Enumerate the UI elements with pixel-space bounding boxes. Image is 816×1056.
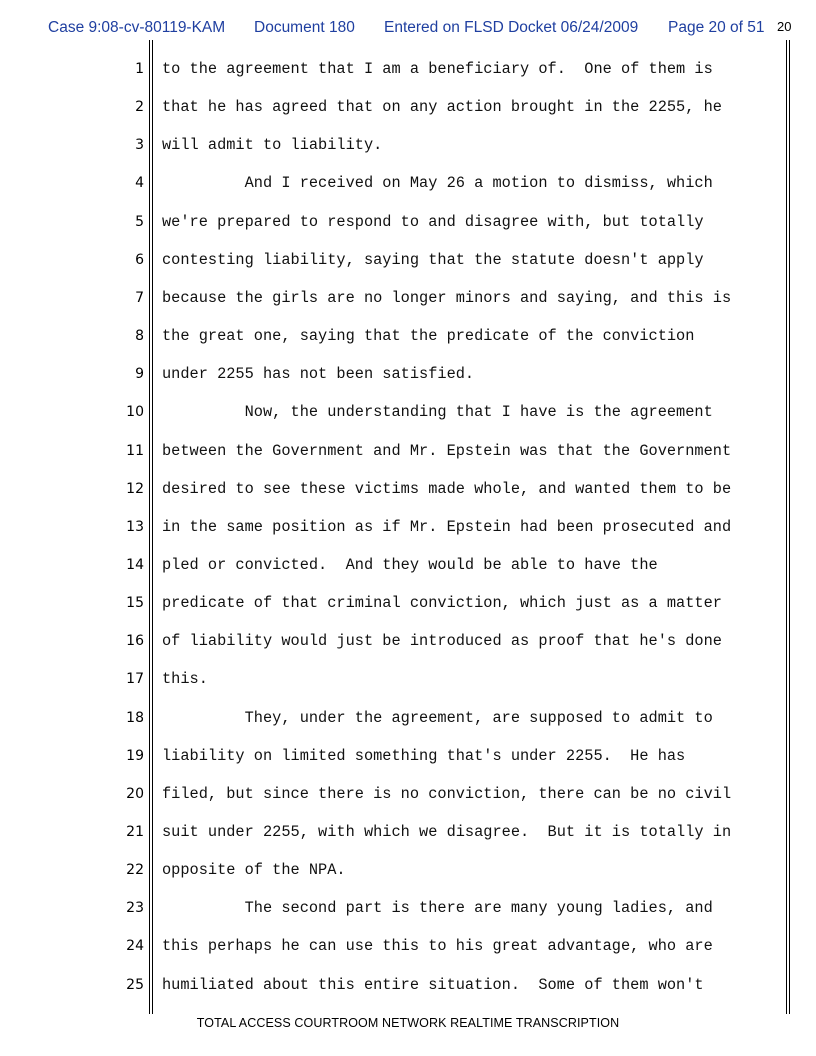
- line-number: 25: [126, 976, 144, 993]
- line-number: 22: [126, 862, 144, 879]
- line-text: under 2255 has not been satisfied.: [162, 365, 475, 384]
- line-text: And I received on May 26 a motion to dismiss, which: [162, 174, 713, 193]
- line-number: 23: [126, 900, 144, 917]
- transcript-line: [0, 508, 816, 546]
- page-count: Page 20 of 51: [668, 19, 765, 36]
- transcript-line: [0, 546, 816, 584]
- transcript-line: [0, 775, 816, 813]
- line-text: we're prepared to respond to and disagree with, but totally: [162, 212, 704, 231]
- transcript-line: [0, 584, 816, 622]
- line-number: 15: [126, 595, 144, 612]
- transcript-page-number: 20: [777, 19, 792, 34]
- line-text: filed, but since there is no conviction, there can be no civil: [162, 784, 732, 803]
- transcript-line: [0, 317, 816, 355]
- line-number: 8: [135, 328, 144, 345]
- line-text: opposite of the NPA.: [162, 861, 346, 880]
- line-text: in the same position as if Mr. Epstein had been prosecuted and: [162, 517, 732, 536]
- line-text: the great one, saying that the predicate of the conviction: [162, 327, 695, 346]
- transcript-line: [0, 966, 816, 1004]
- transcript-line: [0, 164, 816, 202]
- line-number: 7: [135, 289, 144, 306]
- line-text: because the girls are no longer minors and saying, and this is: [162, 288, 732, 307]
- line-text: pled or convicted. And they would be able to have the: [162, 555, 658, 574]
- transcript-line: [0, 622, 816, 660]
- line-number: 1: [135, 61, 144, 77]
- line-number: 2: [135, 99, 144, 116]
- line-number: 3: [135, 137, 144, 154]
- transcript-line: [0, 699, 816, 737]
- transcript-line: [0, 355, 816, 393]
- line-number: 12: [126, 480, 144, 497]
- transcript-line: [0, 737, 816, 775]
- document-number: Document 180: [254, 19, 355, 36]
- transcript-line: [0, 88, 816, 126]
- line-number: 17: [126, 671, 144, 688]
- transcript-line: [0, 279, 816, 317]
- line-number: 19: [126, 747, 144, 764]
- line-number: 10: [126, 404, 144, 421]
- line-text: this.: [162, 670, 208, 689]
- line-number: 13: [126, 518, 144, 535]
- line-number: 24: [126, 938, 144, 955]
- line-text: liability on limited something that's under 2255. He has: [162, 746, 686, 765]
- transcript-line: [0, 241, 816, 279]
- transcript-line: [0, 50, 816, 88]
- line-number: 9: [135, 366, 144, 383]
- transcript-line: [0, 470, 816, 508]
- transcript-line: [0, 927, 816, 965]
- line-text: The second part is there are many young ladies, and: [162, 899, 713, 918]
- line-text: this perhaps he can use this to his great advantage, who are: [162, 937, 713, 956]
- line-number: 6: [135, 251, 144, 268]
- transcript-line: [0, 660, 816, 698]
- docket-entry-date: Entered on FLSD Docket 06/24/2009: [384, 19, 639, 36]
- line-number: 14: [126, 556, 144, 573]
- transcript-line: [0, 851, 816, 889]
- transcript-line: [0, 393, 816, 431]
- line-text: will admit to liability.: [162, 136, 383, 155]
- transcript-line: [0, 203, 816, 241]
- line-text: humiliated about this entire situation. Some of them won't: [162, 975, 704, 994]
- line-text: desired to see these victims made whole, and wanted them to be: [162, 479, 732, 498]
- page-footer: TOTAL ACCESS COURTROOM NETWORK REALTIME TRANSCRIPTION: [196, 1016, 620, 1030]
- transcript-line: [0, 432, 816, 470]
- line-text: between the Government and Mr. Epstein was that the Government: [162, 441, 732, 460]
- line-text: suit under 2255, with which we disagree. But it is totally in: [162, 823, 732, 841]
- line-text: contesting liability, saying that the statute doesn't apply: [162, 250, 704, 269]
- line-text: of liability would just be introduced as proof that he's done: [162, 632, 722, 651]
- line-text: predicate of that criminal conviction, which just as a matter: [162, 594, 722, 613]
- line-text: to the agreement that I am a beneficiary of. One of them is: [162, 60, 713, 78]
- line-text: Now, the understanding that I have is the agreement: [162, 403, 713, 422]
- line-number: 4: [135, 175, 144, 192]
- transcript-line: [0, 813, 816, 851]
- docket-header: [48, 15, 792, 39]
- line-text: They, under the agreement, are supposed to admit to: [162, 708, 713, 727]
- line-number: 11: [126, 442, 144, 459]
- line-number: 18: [126, 709, 144, 726]
- transcript-line: [0, 126, 816, 164]
- transcript-line: [0, 889, 816, 927]
- line-number: 21: [126, 824, 144, 840]
- line-number: 16: [126, 633, 144, 650]
- line-text: that he has agreed that on any action brought in the 2255, he: [162, 98, 722, 117]
- line-number: 20: [126, 785, 144, 802]
- case-number: Case 9:08-cv-80119-KAM: [48, 19, 226, 36]
- line-number: 5: [135, 213, 144, 230]
